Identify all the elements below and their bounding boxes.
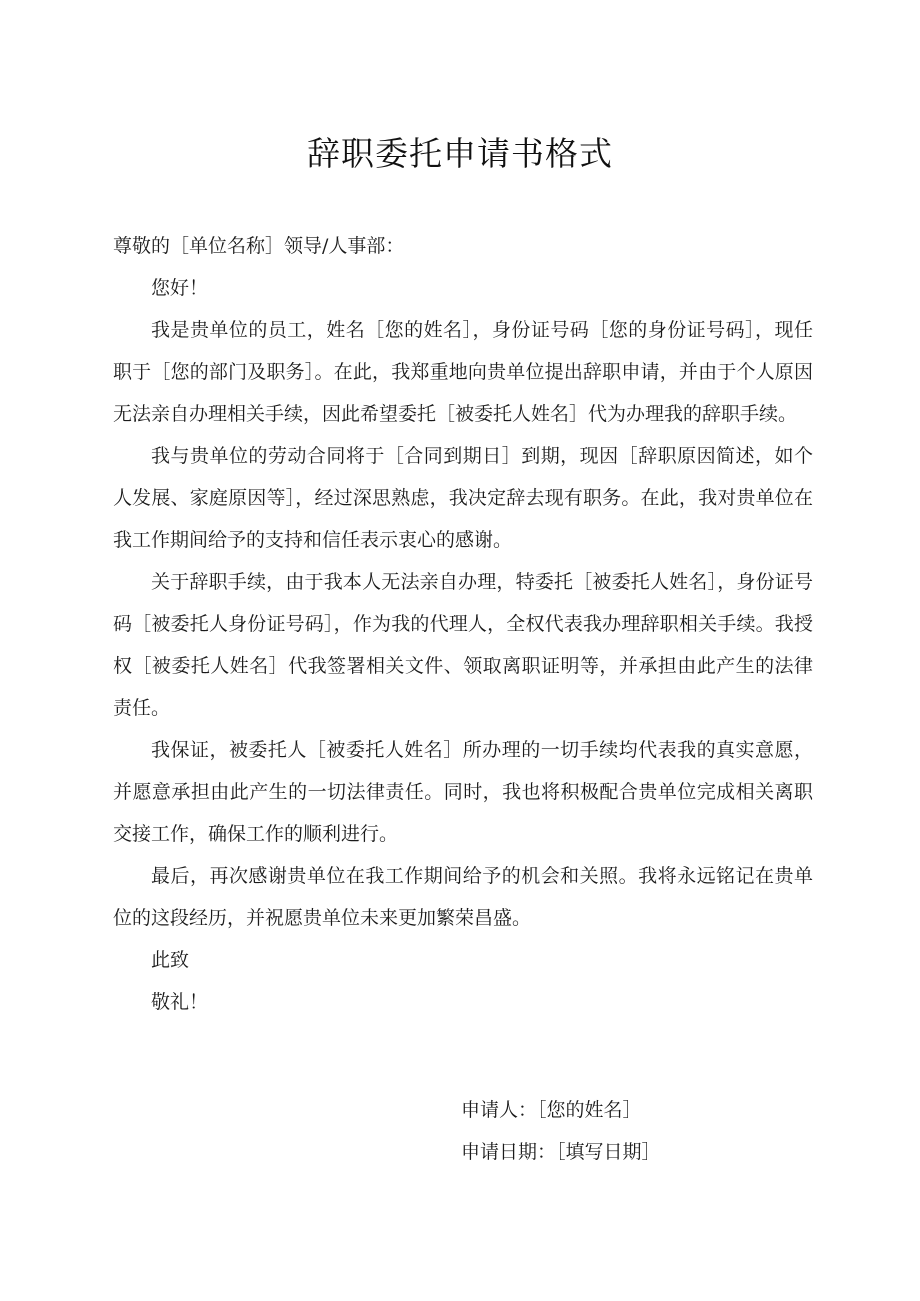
paragraph-2: 我与贵单位的劳动合同将于［合同到期日］到期，现因［辞职原因简述，如个人发展、家庭原因等］，经过深思熟虑，我决定辞去现有职务。在此，我对贵单位在我工作期间给予的支持和信任表示衷心的感谢。 (113, 445, 813, 551)
paragraph-4: 我保证，被委托人［被委托人姓名］所办理的一切手续均代表我的真实意愿，并愿意承担由此产生的一切法律责任。同时，我也将积极配合贵单位完成相关离职交接工作，确保工作的顺利进行。 (113, 739, 813, 845)
greeting: 您好！ (151, 277, 209, 299)
salutation: 尊敬的［单位名称］领导/人事部： (113, 235, 405, 257)
paragraph-3: 关于辞职手续，由于我本人无法亲自办理，特委托［被委托人姓名］，身份证号码［被委托人身份证号码］，作为我的代理人，全权代表我办理辞职相关手续。我授权［被委托人姓名］代我签署相关文件、领取离职证明等，并承担由此产生的法律责任。 (113, 571, 813, 719)
date-line: 申请日期：［填写日期］ (461, 1141, 661, 1163)
paragraph-1: 我是贵单位的员工，姓名［您的姓名］，身份证号码［您的身份证号码］，现任职于［您的部门及职务］。在此，我郑重地向贵单位提出辞职申请，并由于个人原因无法亲自办理相关手续，因此希望委托［被委托人姓名］代为办理我的辞职手续。 (113, 319, 813, 425)
applicant-line: 申请人：［您的姓名］ (461, 1099, 642, 1121)
paragraph-5: 最后，再次感谢贵单位在我工作期间给予的机会和关照。我将永远铭记在贵单位的这段经历，并祝愿贵单位未来更加繁荣昌盛。 (113, 865, 813, 929)
letter-body (113, 225, 813, 1023)
document-title: 辞职委托申请书格式 (307, 134, 613, 173)
closing-cizhi: 此致 (151, 949, 190, 971)
closing-jingli: 敬礼！ (151, 991, 209, 1013)
signature-block (461, 1089, 661, 1173)
